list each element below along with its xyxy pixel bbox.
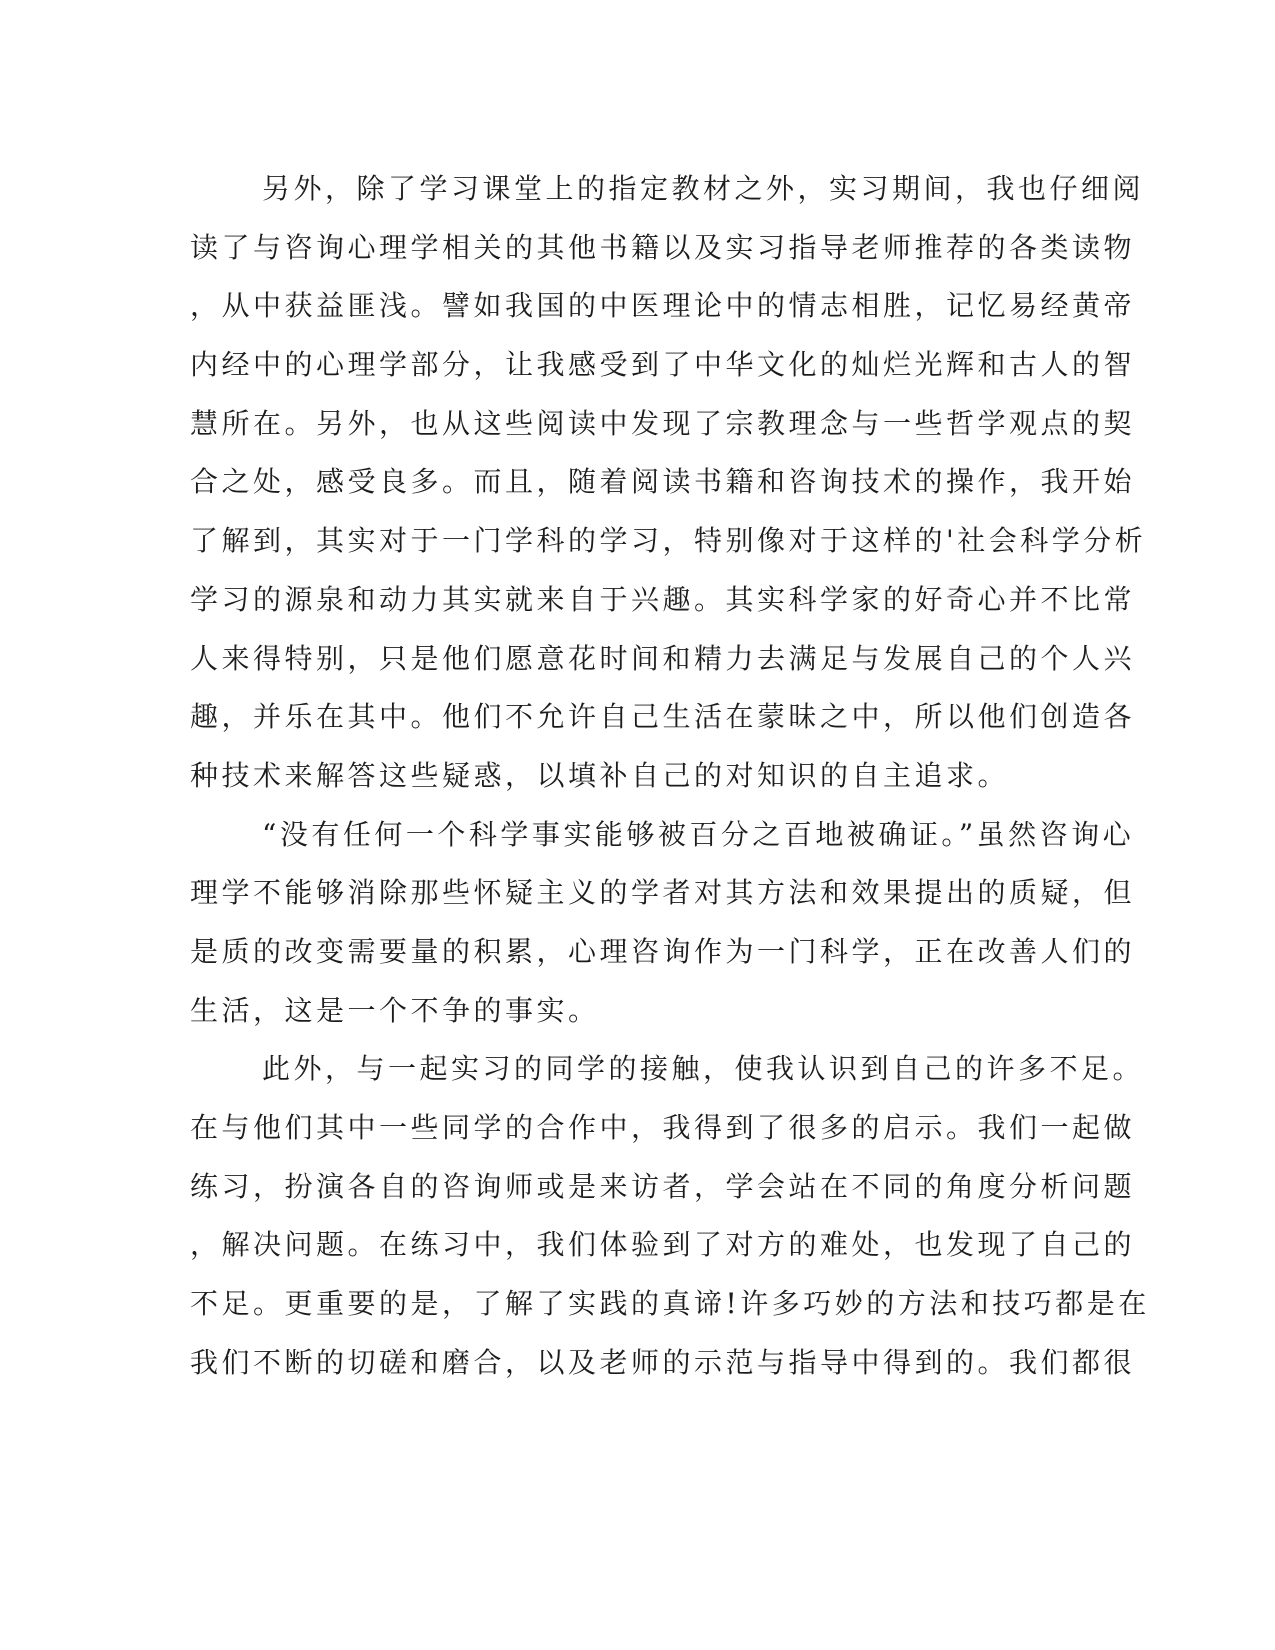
text-line: 此外，与一起实习的同学的接触，使我认识到自己的许多不足。 (262, 1052, 1145, 1086)
text-line: 内经中的心理学部分，让我感受到了中华文化的灿烂光辉和古人的智 (190, 348, 1136, 382)
text-line: “没有任何一个科学事实能够被百分之百地被确证。”虽然咨询心 (262, 817, 1135, 851)
text-line: ，解决问题。在练习中，我们体验到了对方的难处，也发现了自己的 (190, 1228, 1136, 1262)
text-line: 趣，并乐在其中。他们不允许自己生活在蒙昧之中，所以他们创造各 (190, 700, 1136, 734)
text-line: 另外，除了学习课堂上的指定教材之外，实习期间，我也仔细阅 (262, 172, 1145, 205)
text-line: 慧所在。另外，也从这些阅读中发现了宗教理念与一些哲学观点的契 (190, 406, 1136, 440)
text-line: ，从中获益匪浅。譬如我国的中医理论中的情志相胜，记忆易经黄帝 (190, 289, 1136, 323)
text-line: 不足。更重要的是，了解了实践的真谛!许多巧妙的方法和技巧都是在 (190, 1287, 1150, 1321)
text-line: 人来得特别，只是他们愿意花时间和精力去满足与发展自己的个人兴 (190, 641, 1136, 675)
text-line: 种技术来解答这些疑惑，以填补自己的对知识的自主追求。 (190, 758, 1010, 792)
text-line: 我们不断的切磋和磨合，以及老师的示范与指导中得到的。我们都很 (190, 1345, 1136, 1379)
body-text (190, 160, 1150, 1392)
text-line: 了解到，其实对于一门学科的学习，特别像对于这样的'社会科学分析 (190, 524, 1147, 558)
text-line: 是质的改变需要量的积累，心理咨询作为一门科学，正在改善人们的 (190, 934, 1136, 968)
text-line: 理学不能够消除那些怀疑主义的学者对其方法和效果提出的质疑，但 (190, 876, 1136, 910)
text-line: 练习，扮演各自的咨询师或是来访者，学会站在不同的角度分析问题 (190, 1169, 1136, 1203)
text-line: 在与他们其中一些同学的合作中，我得到了很多的启示。我们一起做 (190, 1111, 1136, 1144)
text-line: 合之处，感受良多。而且，随着阅读书籍和咨询技术的操作，我开始 (190, 465, 1136, 499)
text-line: 学习的源泉和动力其实就来自于兴趣。其实科学家的好奇心并不比常 (190, 582, 1136, 616)
text-line: 读了与咨询心理学相关的其他书籍以及实习指导老师推荐的各类读物 (190, 230, 1136, 264)
text-line: 生活，这是一个不争的事实。 (190, 993, 600, 1027)
